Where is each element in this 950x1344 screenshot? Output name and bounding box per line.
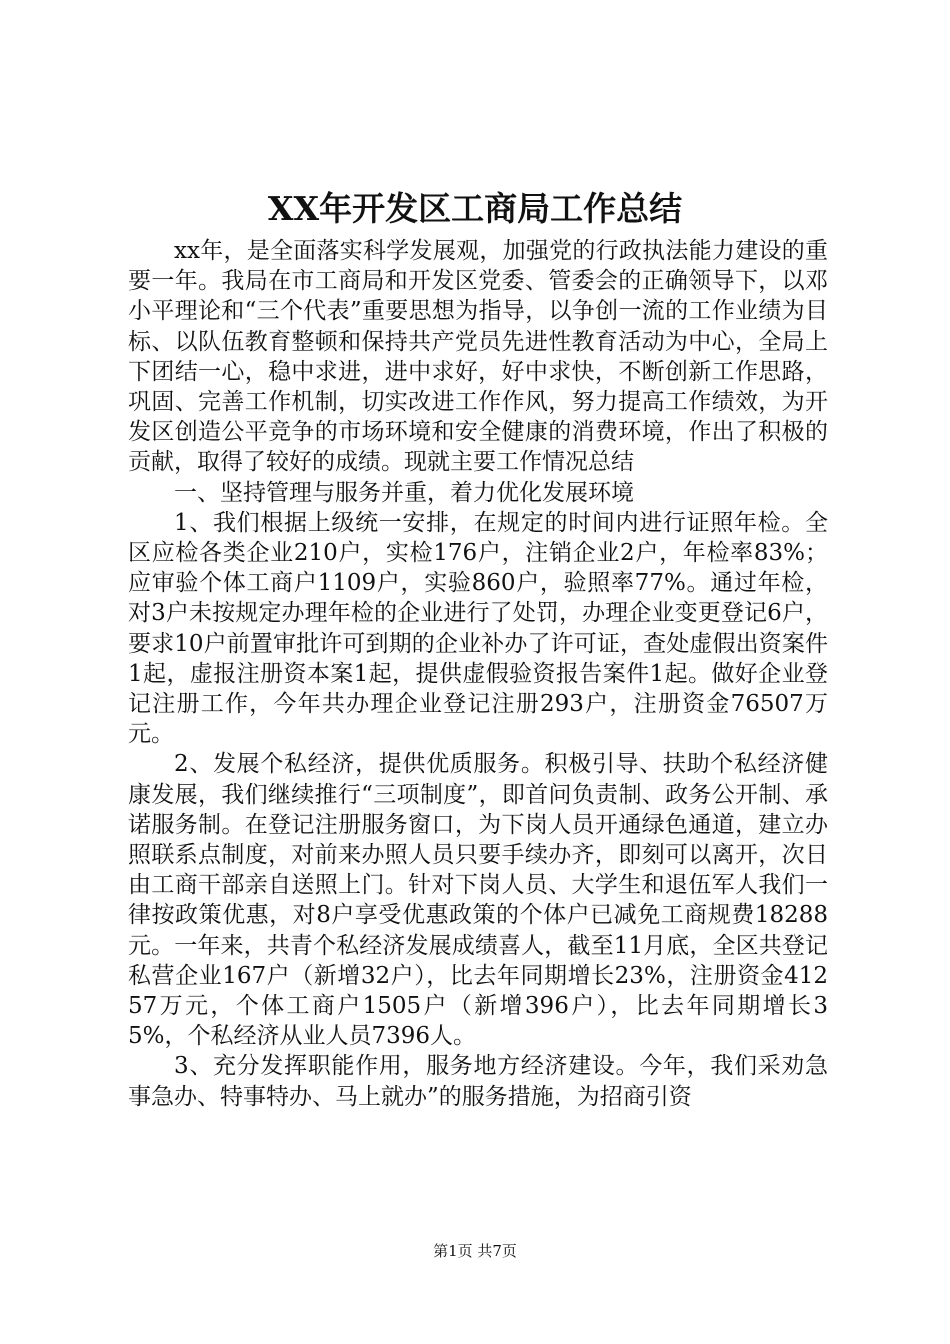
paragraph-item-1: 1、我们根据上级统一安排，在规定的时间内进行证照年检。全区应检各类企业210户，实检176户，注销企业2户，年检率83%；应审验个体工商户1109户，实验860户，验照率77%。通过年检，对3户未按规定办理年检的企业进行了处罚，办理企业变更登记6户，要求10户前置审批许可到期的企业补办了许可证，查处虚假出资案件1起，虚报注册资本案1起，提供虚假验资报告案件1起。做好企业登记注册工作，今年共办理企业登记注册293户，注册资金76507万元。	[128, 509, 828, 748]
document-title: XX年开发区工商局工作总结	[267, 189, 683, 228]
page-number-footer: 第1页 共7页	[433, 1242, 517, 1260]
paragraph-item-3: 3、充分发挥职能作用，服务地方经济建设。今年，我们采劝急事急办、特事特办、马上就办”的服务措施，为招商引资	[128, 1053, 828, 1110]
document-body	[128, 236, 828, 1112]
section-heading: 一、坚持管理与服务并重，着力优化发展环境	[174, 479, 634, 506]
paragraph-intro: xx年，是全面落实科学发展观，加强党的行政执法能力建设的重要一年。我局在市工商局和开发区党委、管委会的正确领导下，以邓小平理论和“三个代表”重要思想为指导，以争创一流的工作业绩为目标、以队伍教育整顿和保持共产党员先进性教育活动为中心，全局上下团结一心，稳中求进，进中求好，好中求快，不断创新工作思路，巩固、完善工作机制，切实改进工作作风，努力提高工作绩效，为开发区创造公平竞争的市场环境和安全健康的消费环境，作出了积极的贡献，取得了较好的成绩。现就主要工作情况总结	[128, 238, 828, 476]
paragraph-item-2: 2、发展个私经济，提供优质服务。积极引导、扶助个私经济健康发展，我们继续推行“三项制度”，即首问负责制、政务公开制、承诺服务制。在登记注册服务窗口，为下岗人员开通绿色通道，建立办照联系点制度，对前来办照人员只要手续办齐，即刻可以离开，次日由工商干部亲自送照上门。针对下岗人员、大学生和退伍军人我们一律按政策优惠，对8户享受优惠政策的个体户已减免工商规费18288元。一年来，共青个私经济发展成绩喜人，截至11月底，全区共登记私营企业167户（新增32户），比去年同期增长23%，注册资金41257万元，个体工商户1505户（新增396户），比去年同期增长35%，个私经济从业人员7396人。	[128, 751, 828, 1050]
